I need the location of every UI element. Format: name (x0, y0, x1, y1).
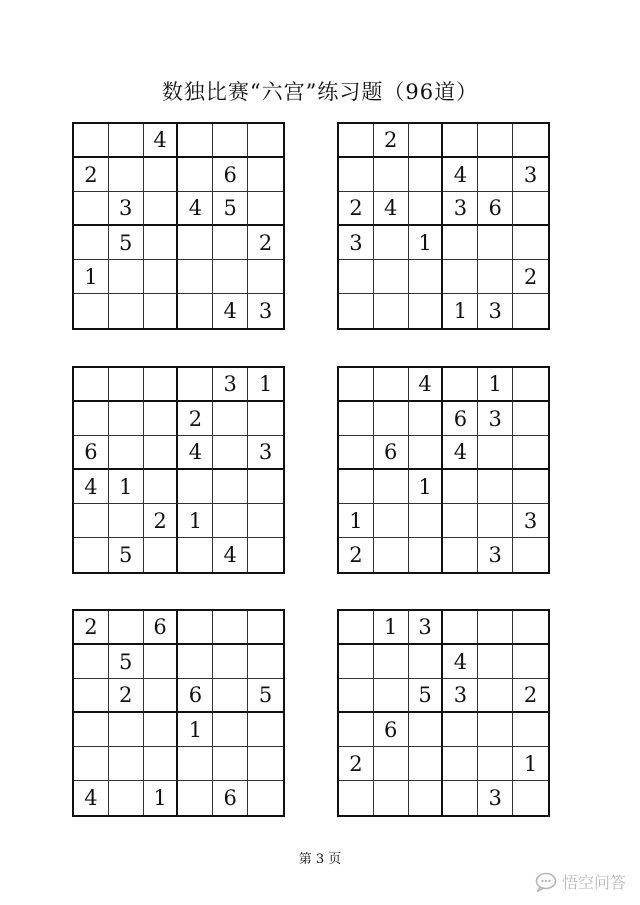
puzzle-3-cell-r1c4[interactable] (178, 368, 213, 402)
puzzle-6-cell-r1c6[interactable] (513, 611, 548, 645)
puzzle-5-cell-r3c1[interactable] (74, 679, 109, 713)
puzzle-4-cell-r6c4[interactable] (443, 538, 478, 572)
puzzle-5-cell-r6c5[interactable]: 6 (213, 781, 248, 815)
puzzle-6-cell-r2c4[interactable]: 4 (443, 645, 478, 679)
puzzle-5-cell-r6c1[interactable]: 4 (74, 781, 109, 815)
puzzle-3-cell-r4c1[interactable]: 4 (74, 470, 109, 504)
puzzle-5-cell-r1c5[interactable] (213, 611, 248, 645)
puzzle-6-cell-r6c3[interactable] (409, 781, 444, 815)
puzzle-4-cell-r2c5[interactable]: 3 (478, 402, 513, 436)
puzzle-4-cell-r5c2[interactable] (374, 504, 409, 538)
puzzle-2-cell-r3c4[interactable]: 3 (443, 192, 478, 226)
puzzle-3-cell-r6c3[interactable] (144, 538, 179, 572)
puzzle-2-cell-r6c5[interactable]: 3 (478, 294, 513, 328)
puzzle-2-cell-r4c5[interactable] (478, 226, 513, 260)
puzzle-4-cell-r2c6[interactable] (513, 402, 548, 436)
puzzle-5-cell-r6c3[interactable]: 1 (144, 781, 179, 815)
page-title: 数独比赛“六宫”练习题（96道） (161, 80, 479, 104)
puzzle-5-cell-r5c2[interactable] (109, 747, 144, 781)
puzzle-6-cell-r5c4[interactable] (443, 747, 478, 781)
puzzle-4-cell-r5c3[interactable] (409, 504, 444, 538)
puzzle-3-cell-r4c5[interactable] (213, 470, 248, 504)
puzzle-5-cell-r5c1[interactable] (74, 747, 109, 781)
puzzle-5-cell-r2c1[interactable] (74, 645, 109, 679)
puzzle-4-cell-r1c4[interactable] (443, 368, 478, 402)
puzzle-5-cell-r4c2[interactable] (109, 713, 144, 747)
puzzle-3-cell-r6c4[interactable] (178, 538, 213, 572)
puzzle-6-cell-r3c6[interactable]: 2 (513, 679, 548, 713)
puzzle-1-cell-r3c2[interactable]: 3 (109, 192, 144, 226)
puzzle-2-cell-r3c6[interactable] (513, 192, 548, 226)
puzzle-4-cell-r3c2[interactable]: 6 (374, 436, 409, 470)
puzzle-5-grid (72, 609, 285, 817)
puzzle-1-cell-r6c4[interactable] (178, 294, 213, 328)
puzzle-6-cell-r4c6[interactable] (513, 713, 548, 747)
puzzle-4-cell-r5c6[interactable]: 3 (513, 504, 548, 538)
puzzle-3-cell-r5c5[interactable] (213, 504, 248, 538)
puzzle-6-cell-r1c3[interactable]: 3 (409, 611, 444, 645)
puzzle-2-cell-r3c5[interactable]: 6 (478, 192, 513, 226)
puzzle-1-cell-r4c5[interactable] (213, 226, 248, 260)
puzzle-6-cell-r2c3[interactable] (409, 645, 444, 679)
puzzle-2-cell-r2c5[interactable] (478, 158, 513, 192)
puzzle-4-cell-r1c2[interactable] (374, 368, 409, 402)
puzzle-2-cell-r4c6[interactable] (513, 226, 548, 260)
puzzle-4-cell-r3c5[interactable] (478, 436, 513, 470)
puzzle-6-cell-r6c1[interactable] (339, 781, 374, 815)
puzzle-4-cell-r3c1[interactable] (339, 436, 374, 470)
puzzle-3-cell-r6c2[interactable]: 5 (109, 538, 144, 572)
puzzle-5-cell-r2c4[interactable] (178, 645, 213, 679)
puzzle-6-cell-r3c4[interactable]: 3 (443, 679, 478, 713)
puzzle-6-cell-r2c2[interactable] (374, 645, 409, 679)
puzzle-3-cell-r5c1[interactable] (74, 504, 109, 538)
puzzle-1-cell-r4c3[interactable] (144, 226, 179, 260)
puzzle-2-cell-r5c2[interactable] (374, 260, 409, 294)
page-number: 第 3 页 (298, 852, 342, 867)
puzzle-6-cell-r4c1[interactable] (339, 713, 374, 747)
puzzle-2-cell-r2c4[interactable]: 4 (443, 158, 478, 192)
puzzle-4-cell-r6c1[interactable]: 2 (339, 538, 374, 572)
puzzle-4-cell-r4c4[interactable] (443, 470, 478, 504)
puzzle-2-cell-r2c2[interactable] (374, 158, 409, 192)
puzzle-1-cell-r2c6[interactable] (248, 158, 283, 192)
puzzle-6-cell-r6c5[interactable]: 3 (478, 781, 513, 815)
puzzle-2-cell-r3c2[interactable]: 4 (374, 192, 409, 226)
puzzle-6-cell-r3c2[interactable] (374, 679, 409, 713)
puzzle-6-cell-r4c3[interactable] (409, 713, 444, 747)
puzzle-3-cell-r1c2[interactable] (109, 368, 144, 402)
puzzle-4-cell-r2c1[interactable] (339, 402, 374, 436)
puzzle-1-cell-r2c4[interactable] (178, 158, 213, 192)
puzzle-3-cell-r2c2[interactable] (109, 402, 144, 436)
puzzle-5-cell-r6c2[interactable] (109, 781, 144, 815)
puzzle-4-cell-r1c3[interactable]: 4 (409, 368, 444, 402)
puzzle-1-cell-r5c1[interactable]: 1 (74, 260, 109, 294)
puzzle-2-cell-r6c2[interactable] (374, 294, 409, 328)
puzzle-3-cell-r2c5[interactable] (213, 402, 248, 436)
puzzle-5-cell-r3c3[interactable] (144, 679, 179, 713)
puzzle-6-cell-r5c1[interactable]: 2 (339, 747, 374, 781)
puzzle-3-cell-r2c1[interactable] (74, 402, 109, 436)
puzzle-1-cell-r2c3[interactable] (144, 158, 179, 192)
puzzle-3-cell-r5c4[interactable]: 1 (178, 504, 213, 538)
puzzle-1-cell-r4c4[interactable] (178, 226, 213, 260)
puzzle-5-cell-r1c1[interactable]: 2 (74, 611, 109, 645)
puzzle-6-cell-r5c5[interactable] (478, 747, 513, 781)
puzzle-4-cell-r2c3[interactable] (409, 402, 444, 436)
puzzle-5-cell-r2c6[interactable] (248, 645, 283, 679)
puzzle-6-cell-r6c6[interactable] (513, 781, 548, 815)
watermark-logo-icon (535, 872, 557, 892)
puzzle-3-cell-r6c6[interactable] (248, 538, 283, 572)
puzzle-2-cell-r5c4[interactable] (443, 260, 478, 294)
puzzle-5-cell-r6c4[interactable] (178, 781, 213, 815)
puzzle-4-cell-r4c6[interactable] (513, 470, 548, 504)
puzzle-2-cell-r2c6[interactable]: 3 (513, 158, 548, 192)
puzzle-2-cell-r1c5[interactable] (478, 124, 513, 158)
puzzle-4-cell-r4c5[interactable] (478, 470, 513, 504)
puzzle-3-cell-r1c1[interactable] (74, 368, 109, 402)
puzzle-2-cell-r5c5[interactable] (478, 260, 513, 294)
puzzle-6-cell-r6c2[interactable] (374, 781, 409, 815)
puzzle-1-cell-r5c4[interactable] (178, 260, 213, 294)
puzzle-1-cell-r3c6[interactable] (248, 192, 283, 226)
puzzle-6-grid (337, 609, 550, 817)
puzzle-3-cell-r4c6[interactable] (248, 470, 283, 504)
puzzle-3-cell-r6c5[interactable]: 4 (213, 538, 248, 572)
puzzle-4-cell-r6c5[interactable]: 3 (478, 538, 513, 572)
puzzle-6-cell-r5c3[interactable] (409, 747, 444, 781)
puzzle-5-cell-r1c3[interactable]: 6 (144, 611, 179, 645)
puzzle-1-cell-r5c3[interactable] (144, 260, 179, 294)
puzzle-2-cell-r1c4[interactable] (443, 124, 478, 158)
puzzle-5-cell-r5c5[interactable] (213, 747, 248, 781)
puzzle-2-cell-r5c1[interactable] (339, 260, 374, 294)
puzzle-5-cell-r4c5[interactable] (213, 713, 248, 747)
puzzle-1-cell-r1c1[interactable] (74, 124, 109, 158)
puzzle-5-cell-r4c1[interactable] (74, 713, 109, 747)
puzzle-2-cell-r4c3[interactable]: 1 (409, 226, 444, 260)
puzzle-2-cell-r2c1[interactable] (339, 158, 374, 192)
puzzle-4-grid (337, 366, 550, 574)
puzzle-1-cell-r1c2[interactable] (109, 124, 144, 158)
puzzle-6-cell-r4c4[interactable] (443, 713, 478, 747)
puzzle-2-cell-r4c2[interactable] (374, 226, 409, 260)
puzzle-5-cell-r3c2[interactable]: 2 (109, 679, 144, 713)
puzzle-2-cell-r2c3[interactable] (409, 158, 444, 192)
puzzle-1-cell-r3c1[interactable] (74, 192, 109, 226)
puzzle-6-cell-r1c2[interactable]: 1 (374, 611, 409, 645)
puzzle-5-cell-r4c4[interactable]: 1 (178, 713, 213, 747)
puzzle-1-cell-r3c4[interactable]: 4 (178, 192, 213, 226)
puzzle-1-cell-r5c5[interactable] (213, 260, 248, 294)
puzzle-1-cell-r3c5[interactable]: 5 (213, 192, 248, 226)
puzzle-4-cell-r5c5[interactable] (478, 504, 513, 538)
puzzle-6-cell-r4c5[interactable] (478, 713, 513, 747)
puzzle-5-cell-r2c2[interactable]: 5 (109, 645, 144, 679)
puzzle-1-cell-r4c2[interactable]: 5 (109, 226, 144, 260)
puzzle-6-cell-r3c1[interactable] (339, 679, 374, 713)
puzzle-4-cell-r4c3[interactable]: 1 (409, 470, 444, 504)
puzzle-3-cell-r2c4[interactable]: 2 (178, 402, 213, 436)
puzzle-3-cell-r4c3[interactable] (144, 470, 179, 504)
puzzle-4-cell-r3c6[interactable] (513, 436, 548, 470)
puzzle-5-cell-r4c6[interactable] (248, 713, 283, 747)
puzzle-3-cell-r2c3[interactable] (144, 402, 179, 436)
puzzle-3-cell-r3c3[interactable] (144, 436, 179, 470)
puzzle-6-cell-r5c2[interactable] (374, 747, 409, 781)
puzzle-4-cell-r2c2[interactable] (374, 402, 409, 436)
puzzle-2-cell-r5c6[interactable]: 2 (513, 260, 548, 294)
puzzle-1-cell-r2c1[interactable]: 2 (74, 158, 109, 192)
puzzle-6-cell-r5c6[interactable]: 1 (513, 747, 548, 781)
puzzle-1-cell-r1c3[interactable]: 4 (144, 124, 179, 158)
puzzle-5-cell-r3c4[interactable]: 6 (178, 679, 213, 713)
puzzle-3-cell-r2c6[interactable] (248, 402, 283, 436)
puzzle-1-cell-r1c6[interactable] (248, 124, 283, 158)
puzzle-1-cell-r2c5[interactable]: 6 (213, 158, 248, 192)
puzzle-2-cell-r1c1[interactable] (339, 124, 374, 158)
puzzle-5-cell-r5c4[interactable] (178, 747, 213, 781)
puzzle-1-cell-r6c6[interactable]: 3 (258, 299, 273, 323)
puzzle-2-cell-r4c1[interactable]: 3 (339, 226, 374, 260)
puzzle-5-cell-r5c3[interactable] (144, 747, 179, 781)
puzzle-4-cell-r4c2[interactable] (374, 470, 409, 504)
puzzle-1-cell-r2c2[interactable] (109, 158, 144, 192)
puzzle-3-grid (72, 366, 285, 574)
puzzle-2-grid (337, 122, 550, 330)
puzzle-6-cell-r2c6[interactable] (513, 645, 548, 679)
puzzle-3-cell-r6c1[interactable] (74, 538, 109, 572)
puzzle-4-cell-r6c3[interactable] (409, 538, 444, 572)
puzzle-2-cell-r6c3[interactable] (409, 294, 444, 328)
puzzle-2-cell-r6c4[interactable]: 1 (443, 294, 478, 328)
puzzle-6-cell-r2c5[interactable] (478, 645, 513, 679)
puzzle-4-cell-r1c5[interactable]: 1 (478, 368, 513, 402)
puzzle-4-cell-r2c4[interactable]: 6 (443, 402, 478, 436)
puzzle-2-cell-r1c6[interactable] (513, 124, 548, 158)
puzzle-4-cell-r5c1[interactable]: 1 (339, 504, 374, 538)
puzzle-2-cell-r3c3[interactable] (409, 192, 444, 226)
puzzle-4-cell-r3c3[interactable] (409, 436, 444, 470)
puzzle-1-cell-r5c6[interactable] (248, 260, 283, 294)
puzzle-6-cell-r1c5[interactable] (478, 611, 513, 645)
puzzle-3-cell-r5c6[interactable] (248, 504, 283, 538)
puzzle-5-cell-r6c6[interactable] (248, 781, 283, 815)
puzzle-1-cell-r6c2[interactable] (109, 294, 144, 328)
puzzle-5-cell-r5c6[interactable] (248, 747, 283, 781)
puzzle-5-cell-r2c3[interactable] (144, 645, 179, 679)
puzzle-5-cell-r1c6[interactable] (248, 611, 283, 645)
puzzle-3-cell-r1c6[interactable]: 1 (248, 368, 283, 402)
puzzle-6-cell-r1c1[interactable] (339, 611, 374, 645)
puzzle-6-cell-r2c1[interactable] (339, 645, 374, 679)
puzzle-1-cell-r4c1[interactable] (74, 226, 109, 260)
watermark-text: 悟空问答 (561, 873, 626, 892)
puzzle-4-cell-r6c2[interactable] (374, 538, 409, 572)
puzzle-3-cell-r3c1[interactable]: 6 (74, 436, 109, 470)
puzzle-4-cell-r5c4[interactable] (443, 504, 478, 538)
puzzle-3-cell-r1c3[interactable] (144, 368, 179, 402)
puzzle-6-cell-r3c3[interactable]: 5 (409, 679, 444, 713)
puzzle-5-cell-r2c5[interactable] (213, 645, 248, 679)
puzzle-2-cell-r5c3[interactable] (409, 260, 444, 294)
puzzle-5-cell-r1c4[interactable] (178, 611, 213, 645)
puzzle-1-cell-r3c3[interactable] (144, 192, 179, 226)
puzzle-2-cell-r6c6[interactable] (513, 294, 548, 328)
puzzle-3-cell-r4c2[interactable]: 1 (109, 470, 144, 504)
puzzle-2-cell-r1c3[interactable] (409, 124, 444, 158)
puzzle-5-cell-r3c5[interactable] (213, 679, 248, 713)
puzzle-2-cell-r3c1[interactable]: 2 (339, 192, 374, 226)
puzzle-3-cell-r1c5[interactable]: 3 (213, 368, 248, 402)
watermark (535, 870, 626, 893)
puzzle-1-cell-r6c1[interactable] (74, 294, 109, 328)
puzzle-1-cell-r6c5[interactable]: 4 (213, 294, 248, 328)
puzzle-1-cell-r5c2[interactable] (109, 260, 144, 294)
puzzle-4-cell-r1c6[interactable] (513, 368, 548, 402)
puzzle-1-cell-r4c6[interactable]: 2 (248, 226, 283, 260)
puzzle-1-cell-r6c3[interactable] (144, 294, 179, 328)
puzzle-1-grid (72, 122, 285, 330)
puzzle-1-cell-r1c5[interactable] (213, 124, 248, 158)
puzzle-1-cell-r1c4[interactable] (178, 124, 213, 158)
puzzle-3-cell-r3c6[interactable]: 3 (248, 436, 283, 470)
puzzle-5-cell-r4c3[interactable] (144, 713, 179, 747)
puzzle-3-cell-r3c5[interactable] (213, 436, 248, 470)
puzzle-2-cell-r1c2[interactable]: 2 (374, 124, 409, 158)
puzzle-6-cell-r1c4[interactable] (443, 611, 478, 645)
puzzle-3-cell-r5c3[interactable]: 2 (144, 504, 179, 538)
puzzle-2-cell-r6c1[interactable] (339, 294, 374, 328)
puzzle-4-cell-r3c4[interactable]: 4 (443, 436, 478, 470)
puzzle-2-cell-r4c4[interactable] (443, 226, 478, 260)
puzzle-3-cell-r3c2[interactable] (109, 436, 144, 470)
puzzle-3-cell-r4c4[interactable] (178, 470, 213, 504)
puzzle-4-cell-r4c1[interactable] (339, 470, 374, 504)
puzzle-4-cell-r6c6[interactable] (513, 538, 548, 572)
puzzle-6-cell-r6c4[interactable] (443, 781, 478, 815)
puzzle-6-cell-r3c5[interactable] (478, 679, 513, 713)
puzzle-3-cell-r5c2[interactable] (109, 504, 144, 538)
puzzle-4-cell-r1c1[interactable] (339, 368, 374, 402)
puzzle-3-cell-r3c4[interactable]: 4 (178, 436, 213, 470)
puzzle-5-cell-r3c6[interactable]: 5 (248, 679, 283, 713)
puzzle-6-cell-r4c2[interactable]: 6 (374, 713, 409, 747)
puzzle-5-cell-r1c2[interactable] (109, 611, 144, 645)
